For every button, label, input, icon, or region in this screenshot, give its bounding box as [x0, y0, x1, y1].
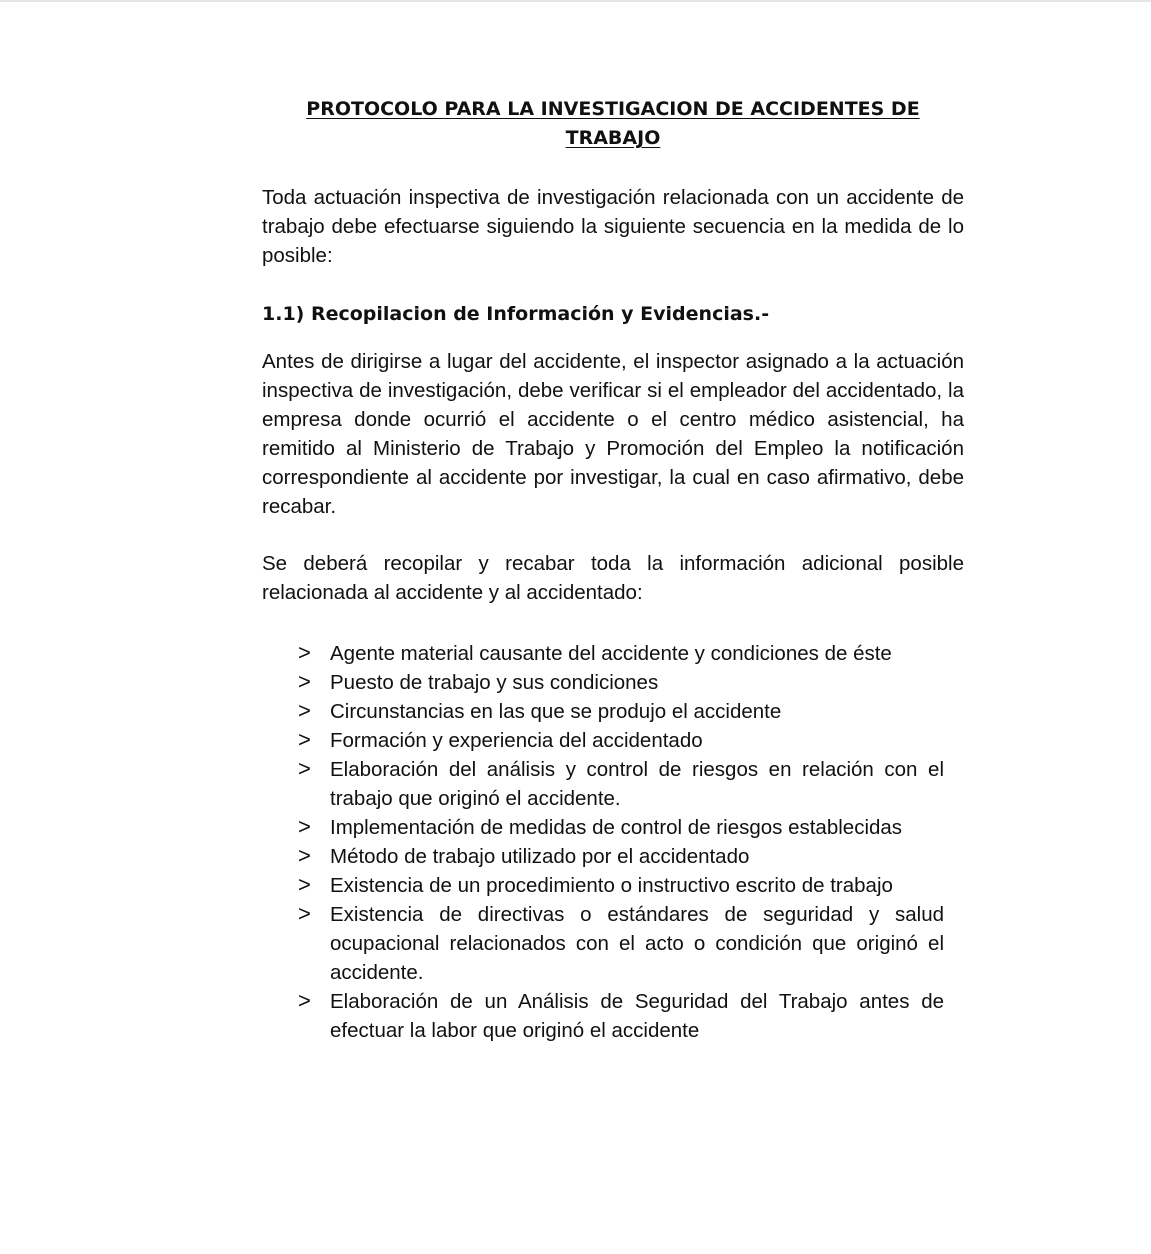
- arrow-bullet-icon: >: [298, 901, 311, 926]
- document-title: [262, 95, 964, 153]
- list-item-text: Existencia de directivas o estándares de seguridad y salud ocupacional relacionados con el acto o condición que originó el accidente.: [330, 903, 944, 984]
- list-item: [262, 668, 964, 697]
- list-item-text: Circunstancias en las que se produjo el accidente: [330, 700, 782, 723]
- list-item-text: Agente material causante del accidente y condiciones de éste: [330, 642, 892, 665]
- list-item-text: Implementación de medidas de control de riesgos establecidas: [330, 816, 903, 839]
- section-heading: 1.1) Recopilacion de Información y Evidencias.-: [262, 303, 770, 325]
- document-title-line-2: TRABAJO: [565, 127, 661, 149]
- list-item: [262, 813, 964, 842]
- list-item-text: Método de trabajo utilizado por el accidentado: [330, 845, 750, 868]
- document-title-line-1: PROTOCOLO PARA LA INVESTIGACION DE ACCIDENTES DE: [306, 98, 920, 120]
- list-item-text: Elaboración de un Análisis de Seguridad del Trabajo antes de efectuar la labor que originó el accidente: [330, 990, 944, 1042]
- gather-paragraph: Se deberá recopilar y recabar toda la información adicional posible relacionada al accidente y al accidentado:: [262, 552, 964, 604]
- intro-paragraph: Toda actuación inspectiva de investigación relacionada con un accidente de trabajo debe efectuarse siguiendo la siguiente secuencia en la medida de lo posible:: [262, 186, 964, 267]
- list-item: [262, 726, 964, 755]
- arrow-bullet-icon: >: [298, 988, 311, 1013]
- document-page: [262, 95, 964, 1045]
- arrow-bullet-icon: >: [298, 727, 311, 752]
- arrow-bullet-icon: >: [298, 756, 311, 781]
- arrow-bullet-icon: >: [298, 669, 311, 694]
- list-item-text: Puesto de trabajo y sus condiciones: [330, 671, 659, 694]
- arrow-bullet-icon: >: [298, 814, 311, 839]
- list-item-text: Elaboración del análisis y control de riesgos en relación con el trabajo que originó el accidente.: [330, 758, 944, 810]
- list-item: [262, 639, 964, 668]
- section-paragraph: Antes de dirigirse a lugar del accidente, el inspector asignado a la actuación inspectiva de investigación, debe verificar si el empleador del accidentado, la empresa donde ocurrió el accidente o el centro médico asistencial, ha remitido al Ministerio de Trabajo y Promoción del Empleo la notificación correspondiente al accidente por investigar, la cual en caso afirmativo, debe recabar.: [262, 350, 964, 518]
- list-item: [262, 842, 964, 871]
- arrow-bullet-icon: >: [298, 698, 311, 723]
- list-item: [262, 755, 964, 813]
- list-item: [262, 987, 964, 1045]
- arrow-bullet-icon: >: [298, 872, 311, 897]
- information-bullet-list: [262, 639, 964, 1045]
- list-item-text: Formación y experiencia del accidentado: [330, 729, 703, 752]
- list-item: [262, 900, 964, 987]
- page-top-border: [0, 0, 1151, 2]
- list-item: [262, 697, 964, 726]
- list-item: [262, 871, 964, 900]
- arrow-bullet-icon: >: [298, 640, 311, 665]
- arrow-bullet-icon: >: [298, 843, 311, 868]
- list-item-text: Existencia de un procedimiento o instructivo escrito de trabajo: [330, 874, 893, 897]
